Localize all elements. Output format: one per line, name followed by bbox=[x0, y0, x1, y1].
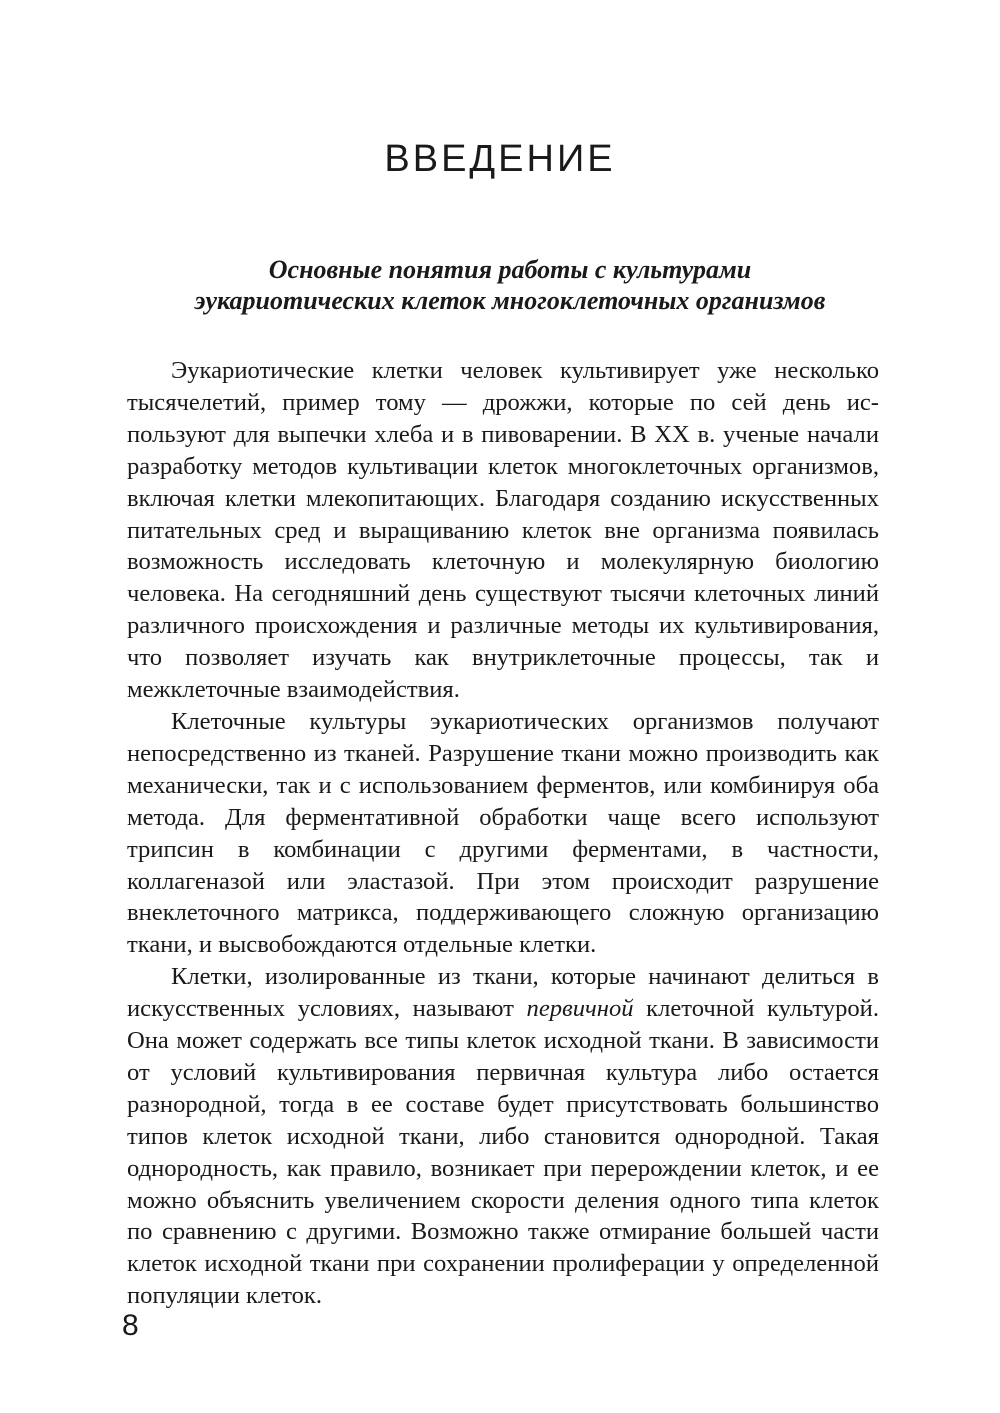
body-text bbox=[127, 355, 879, 1312]
emphasized-term: первичной bbox=[526, 995, 634, 1023]
paragraph-3 bbox=[127, 961, 879, 1312]
paragraph-3-text-end: клеточной культурой. Она может содержать все типы клеток исходной ткани. В зависимости от условий культивирования первичная культура либо остается разнородной, тогда в ее составе будет присутствовать большинство типов клеток исходной ткани, либо становится однородной. Такая однородность, как правило, возникает при перерождении клеток, и ее можно объяснить увеличением скорости деления одного типа клеток по сравнению с другими. Возможно также отмирание большей части клеток исходной ткани при сохранении пролиферации у определенной популяции клеток. bbox=[127, 995, 879, 1310]
section-heading-line-2: эукариотических клеток многоклеточных организмов bbox=[194, 286, 826, 315]
section-heading-line-1: Основные понятия работы с культурами bbox=[268, 255, 752, 284]
paragraph-1: Эукариотические клетки человек культивирует уже несколько тысячелетий, пример тому — дрожжи, которые по сей день используют для выпечки хлеба и в пивоварении. В XX в. ученые начали разработку методов культивации клеток многоклеточных организмов, включая клетки млекопитающих. Благодаря созданию искусственных питательных сред и выращиванию клеток вне организма появилась возможность исследовать клеточную и молекулярную биологию человека. На сегодняшний день существуют тысячи клеточных линий различного происхождения и различные методы их культивирования, что позволяет изучать как внутриклеточные процессы, так и межклеточные взаимодействия. bbox=[127, 357, 879, 704]
section-heading bbox=[140, 254, 880, 316]
paragraph-3-text-start: Клетки, изолированные из ткани, которые начинают делиться в искусственных условиях, называют bbox=[127, 963, 879, 1023]
chapter-title: ВВЕДЕНИЕ bbox=[384, 138, 616, 180]
page-number: 8 bbox=[122, 1309, 139, 1342]
paragraph-2: Клеточные культуры эукариотических организмов получают непосредственно из тканей. Разрушение ткани можно производить как механически, так и с использованием ферментов, или комбинируя оба метода. Для ферментативной обработки чаще всего используют трипсин в комбинации с другими ферментами, в частности, коллагеназой или эластазой. При этом происходит разрушение внеклеточного матрикса, поддерживающего сложную организацию ткани, и высвобождаются отдельные клетки. bbox=[127, 707, 879, 959]
